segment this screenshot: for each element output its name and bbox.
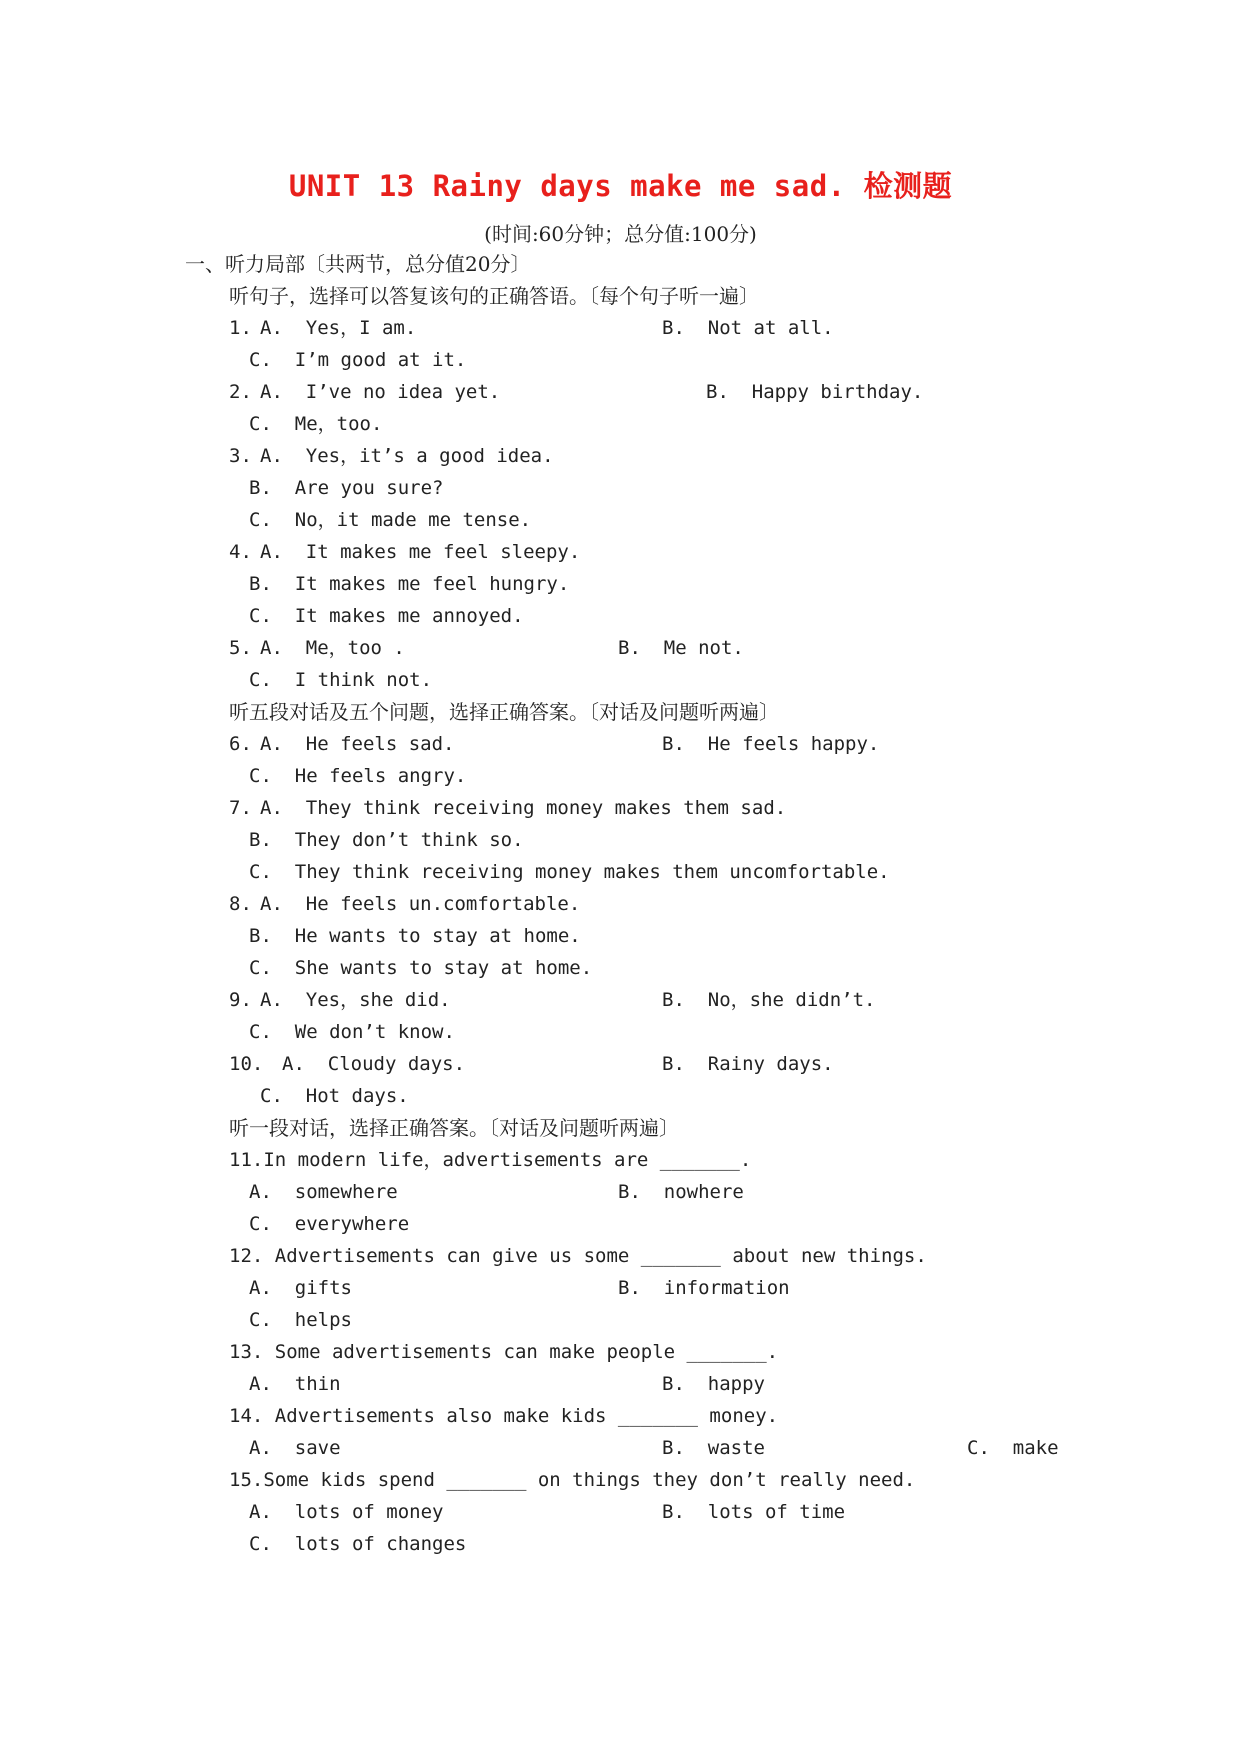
q1-option-b: B. Not at all. <box>662 317 834 339</box>
q1-option-a: A. Yes，I am. <box>260 317 417 339</box>
q5-option-b: B. Me not. <box>618 637 744 659</box>
q1-number: 1. <box>229 317 252 339</box>
q2-option-c: C. Me，too. <box>249 413 383 435</box>
q8-option-a: A. He feels un.comfortable. <box>260 893 581 915</box>
q9-option-c: C. We don’t know. <box>249 1021 455 1043</box>
part3-instruction: 听一段对话，选择正确答案。〔对话及问题听两遍〕 <box>229 1116 679 1140</box>
q11-option-b: B. nowhere <box>618 1181 744 1203</box>
q14-option-b: B. waste <box>662 1437 765 1459</box>
q11-option-c: C. everywhere <box>249 1213 410 1235</box>
q3-number: 3. <box>229 445 252 467</box>
q2-number: 2. <box>229 381 252 403</box>
q5-option-a: A. Me，too . <box>260 637 405 659</box>
q4-option-c: C. It makes me annoyed. <box>249 605 524 627</box>
q5-option-c: C. I think not. <box>249 669 433 691</box>
q10-option-b: B. Rainy days. <box>662 1053 834 1075</box>
q4-option-a: A. It makes me feel sleepy. <box>260 541 581 563</box>
q8-option-b: B. He wants to stay at home. <box>249 925 581 947</box>
q12-option-b: B. information <box>618 1277 790 1299</box>
q2-option-a: A. I’ve no idea yet. <box>260 381 501 403</box>
q15-stem: 15.Some kids spend _______ on things they don’t really need. <box>229 1469 916 1491</box>
q9-option-b: B. No，she didn’t. <box>662 989 876 1011</box>
part2-instruction: 听五段对话及五个问题，选择正确答案。〔对话及问题听两遍〕 <box>229 700 779 724</box>
q14-option-a: A. save <box>249 1437 341 1459</box>
q2-option-b: B. Happy birthday. <box>706 381 924 403</box>
q7-option-a: A. They think receiving money makes them sad. <box>260 797 787 819</box>
q12-stem: 12. Advertisements can give us some _______ about new things. <box>229 1245 927 1267</box>
q4-option-b: B. It makes me feel hungry. <box>249 573 570 595</box>
q9-number: 9. <box>229 989 252 1011</box>
q10-option-c: C. Hot days. <box>260 1085 409 1107</box>
q6-option-a: A. He feels sad. <box>260 733 455 755</box>
q12-option-c: C. helps <box>249 1309 352 1331</box>
q7-option-b: B. They don’t think so. <box>249 829 524 851</box>
q15-option-a: A. lots of money <box>249 1501 444 1523</box>
time-and-score-note: (时间:60分钟；总分值:100分) <box>484 222 757 246</box>
part1-instruction: 听句子，选择可以答复该句的正确答语。〔每个句子听一遍〕 <box>229 284 759 308</box>
q4-number: 4. <box>229 541 252 563</box>
q10-option-a: A. Cloudy days. <box>282 1053 466 1075</box>
q8-option-c: C. She wants to stay at home. <box>249 957 593 979</box>
q1-option-c: C. I’m good at it. <box>249 349 467 371</box>
section-heading: 一、听力局部〔共两节，总分值20分〕 <box>185 252 531 276</box>
q11-stem: 11.In modern life，advertisements are _______. <box>229 1149 752 1171</box>
q13-stem: 13. Some advertisements can make people _______. <box>229 1341 779 1363</box>
page-title: UNIT 13 Rainy days make me sad. 检测题 <box>288 169 953 203</box>
q6-option-b: B. He feels happy. <box>662 733 880 755</box>
q3-option-a: A. Yes，it’s a good idea. <box>260 445 554 467</box>
q6-option-c: C. He feels angry. <box>249 765 467 787</box>
q15-option-c: C. lots of changes <box>249 1533 467 1555</box>
q12-option-a: A. gifts <box>249 1277 352 1299</box>
q3-option-c: C. No，it made me tense. <box>249 509 532 531</box>
q14-option-c: C. make <box>967 1437 1059 1459</box>
q11-option-a: A. somewhere <box>249 1181 398 1203</box>
q8-number: 8. <box>229 893 252 915</box>
q14-stem: 14. Advertisements also make kids _______ money. <box>229 1405 779 1427</box>
q13-option-b: B. happy <box>662 1373 765 1395</box>
q7-number: 7. <box>229 797 252 819</box>
q9-option-a: A. Yes，she did. <box>260 989 451 1011</box>
q7-option-c: C. They think receiving money makes them uncomfortable. <box>249 861 890 883</box>
q15-option-b: B. lots of time <box>662 1501 846 1523</box>
q5-number: 5. <box>229 637 252 659</box>
q10-number: 10. <box>229 1053 264 1075</box>
q6-number: 6. <box>229 733 252 755</box>
q3-option-b: B. Are you sure? <box>249 477 444 499</box>
q13-option-a: A. thin <box>249 1373 341 1395</box>
